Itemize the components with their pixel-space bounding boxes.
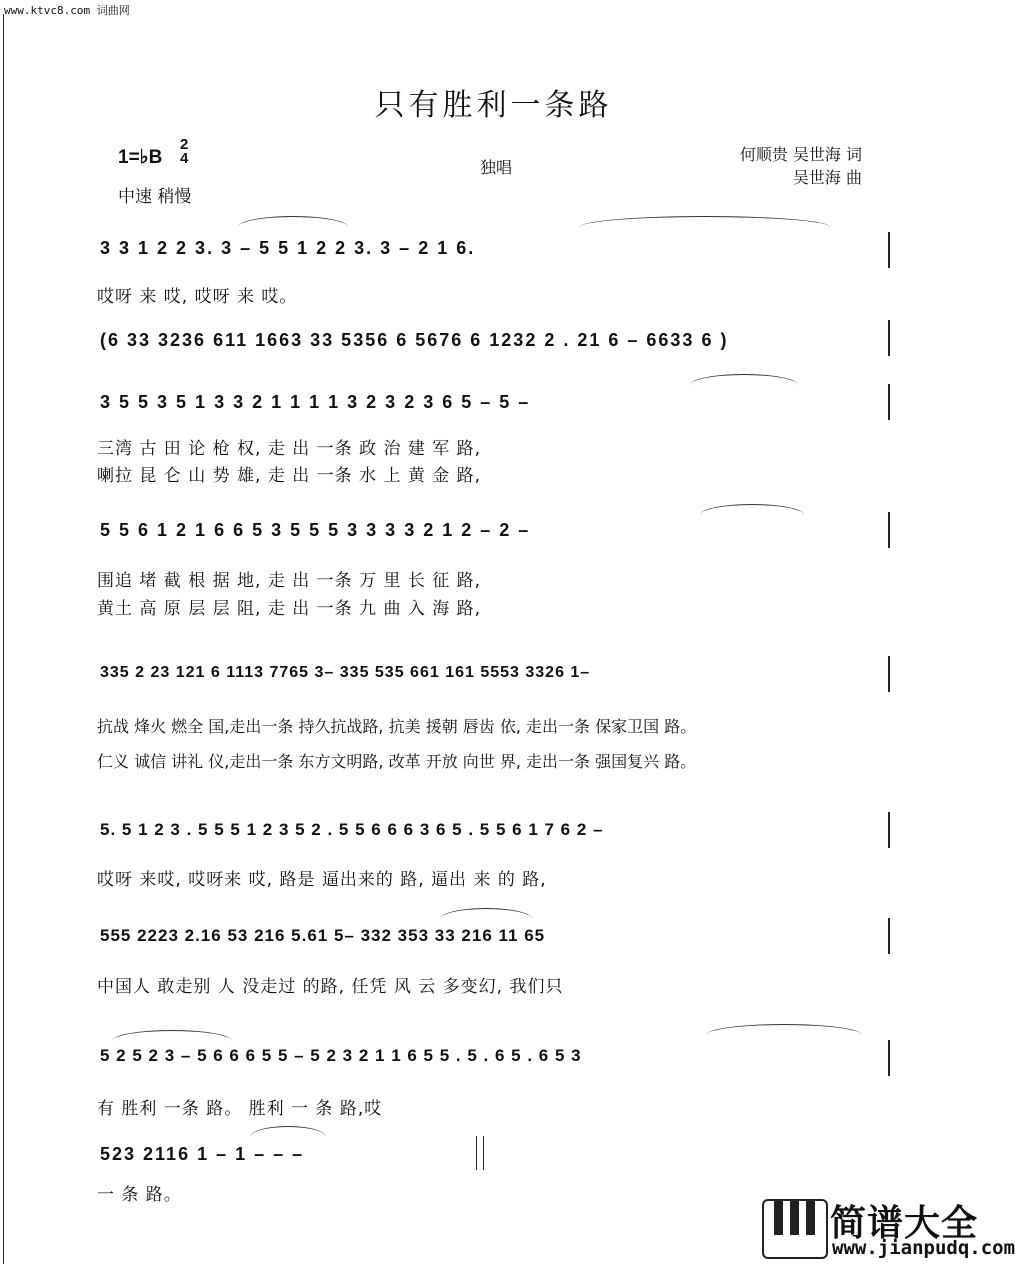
lyric-line-3a: 三湾 古 田 论 枪 权, 走 出 一条 政 治 建 军 路,	[97, 439, 482, 459]
lyric-line-8a: 有 胜利 一条 路。 胜利 一 条 路,哎	[97, 1099, 383, 1119]
notation-line-5: 335 2 23 121 6 1113 7765 3– 335 535 661 161 5553 3326 1–	[100, 664, 591, 681]
barline	[888, 1040, 890, 1076]
lyric-line-3b: 喇拉 昆 仑 山 势 雄, 走 出 一条 水 上 黄 金 路,	[97, 466, 482, 486]
notation-line-2: (6 33 3236 611 1663 33 5356 6 5676 6 1232 2 . 21 6 – 6633 6 )	[100, 330, 729, 350]
lyric-line-4a: 围追 堵 截 根 据 地, 走 出 一条 万 里 长 征 路,	[97, 571, 482, 591]
lyric-line-4b: 黄土 高 原 层 层 阻, 走 出 一条 九 曲 入 海 路,	[97, 599, 482, 619]
site-logo[interactable]	[762, 1195, 1015, 1261]
slur	[690, 374, 798, 385]
final-double-barline	[476, 1136, 484, 1170]
notation-line-7: 555 2223 2.16 53 216 5.61 5– 332 353 33 216 11 65	[100, 926, 546, 945]
notation-line-4: 5 5 6 1 2 1 6 6 5 3 5 5 5 3 3 3 3 2 1 2 – 2 –	[100, 520, 531, 540]
meter-top: 2	[180, 136, 189, 153]
slur	[238, 216, 348, 227]
credits	[740, 143, 862, 189]
notation-line-3: 3 5 5 3 5 1 3 3 2 1 1 1 1 3 2 3 2 3 6 5 – 5 –	[100, 392, 531, 412]
logo-url: www.jianpudq.com	[832, 1237, 1015, 1259]
logo-name: 简谱大全	[830, 1203, 979, 1244]
barline	[888, 812, 890, 848]
lyric-line-5b: 仁义 诚信 讲礼 仪,走出一条 东方文明路, 改革 开放 向世 界, 走出一条 强国复兴 路。	[97, 752, 697, 771]
tempo-marking: 中速 稍慢	[118, 187, 192, 207]
slur	[706, 1024, 862, 1035]
slur	[580, 216, 830, 227]
time-signature	[180, 138, 188, 166]
key-signature: 1=♭B	[118, 147, 163, 168]
slur	[440, 908, 532, 919]
barline	[888, 918, 890, 954]
piano-keys-icon	[762, 1199, 828, 1259]
slur	[112, 1030, 232, 1041]
lyric-line-9a: 一 条 路。	[97, 1185, 182, 1205]
lyricist: 何顺贵 吴世海 词	[739, 145, 862, 164]
notation-line-8: 5 2 5 2 3 – 5 6 6 6 5 5 – 5 2 3 2 1 1 6 5 5 . 5 . 6 5 . 6 5 3	[100, 1046, 582, 1065]
notation-line-6: 5. 5 1 2 3 . 5 5 5 1 2 3 5 2 . 5 5 6 6 6 3 6 5 . 5 5 6 1 7 6 2 –	[100, 820, 604, 839]
lyric-line-6a: 哎呀 来哎, 哎呀来 哎, 路是 逼出来的 路, 逼出 来 的 路,	[97, 870, 547, 890]
barline	[888, 656, 890, 692]
lyric-line-7a: 中国人 敢走别 人 没走过 的路, 任凭 风 云 多变幻, 我们只	[97, 977, 564, 997]
notation-line-9: 523 2116 1 – 1 – – –	[100, 1144, 305, 1164]
notation-line-1: 3 3 1 2 2 3. 3 – 5 5 1 2 2 3. 3 – 2 1 6.	[100, 238, 476, 258]
slur	[700, 504, 804, 515]
lyric-line-1a: 哎呀 来 哎, 哎呀 来 哎。	[97, 287, 298, 307]
barline	[888, 232, 890, 268]
barline	[888, 320, 890, 356]
song-title: 只有胜利一条路	[374, 88, 613, 123]
composer: 吴世海 曲	[792, 168, 862, 187]
slur	[250, 1126, 326, 1137]
performance-mode: 独唱	[480, 158, 513, 177]
barline	[888, 384, 890, 420]
page-left-border	[3, 14, 4, 1264]
site-watermark: www.ktvc8.com 词曲网	[4, 4, 130, 17]
barline	[888, 512, 890, 548]
meter-bottom: 4	[180, 150, 189, 167]
lyric-line-5a: 抗战 烽火 燃全 国,走出一条 持久抗战路, 抗美 援朝 唇齿 依, 走出一条 保家卫国 路。	[97, 717, 697, 736]
